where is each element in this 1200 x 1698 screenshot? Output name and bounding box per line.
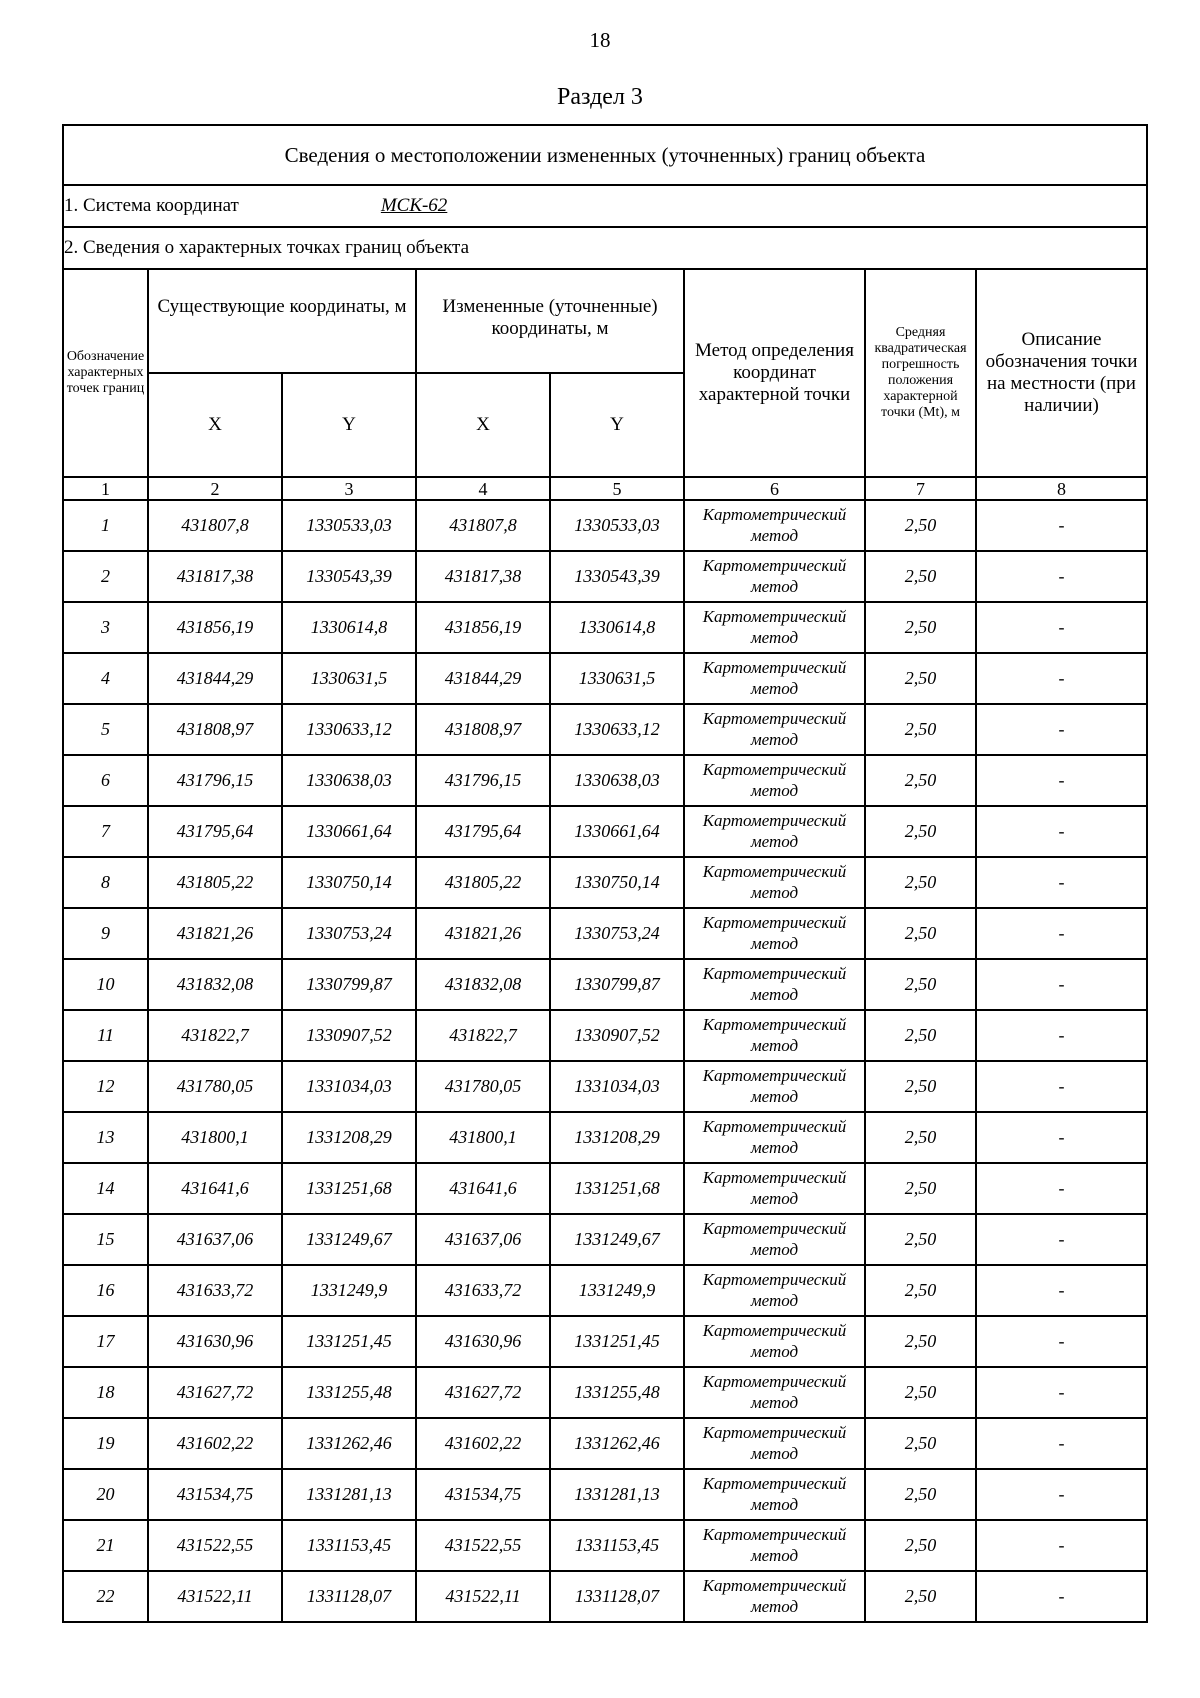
cell-accuracy: 2,50 <box>865 551 976 602</box>
cell-accuracy: 2,50 <box>865 1571 976 1622</box>
cell-changed-y: 1331034,03 <box>550 1061 684 1112</box>
cell-existing-y: 1331255,48 <box>282 1367 416 1418</box>
cell-description: - <box>976 806 1147 857</box>
cell-accuracy: 2,50 <box>865 1061 976 1112</box>
cell-accuracy: 2,50 <box>865 1418 976 1469</box>
cell-existing-y: 1331251,45 <box>282 1316 416 1367</box>
cell-changed-y: 1330533,03 <box>550 500 684 551</box>
cell-changed-y: 1331249,67 <box>550 1214 684 1265</box>
cell-description: - <box>976 704 1147 755</box>
table-row <box>63 1112 1147 1163</box>
cell-changed-x: 431630,96 <box>416 1316 550 1367</box>
cell-description: - <box>976 1418 1147 1469</box>
cell-point-number: 18 <box>63 1367 148 1418</box>
cell-changed-x: 431844,29 <box>416 653 550 704</box>
cell-existing-y: 1330614,8 <box>282 602 416 653</box>
cell-method: Картометрический метод <box>684 551 865 602</box>
column-number: 8 <box>976 477 1147 500</box>
table-row <box>63 1010 1147 1061</box>
cell-changed-y: 1331251,45 <box>550 1316 684 1367</box>
cell-description: - <box>976 1367 1147 1418</box>
cell-existing-x: 431522,55 <box>148 1520 282 1571</box>
cell-accuracy: 2,50 <box>865 1367 976 1418</box>
cell-description: - <box>976 755 1147 806</box>
column-number: 3 <box>282 477 416 500</box>
cell-changed-x: 431534,75 <box>416 1469 550 1520</box>
cell-existing-x: 431832,08 <box>148 959 282 1010</box>
cell-method: Картометрический метод <box>684 1520 865 1571</box>
cell-changed-x: 431780,05 <box>416 1061 550 1112</box>
cell-description: - <box>976 959 1147 1010</box>
cell-accuracy: 2,50 <box>865 1520 976 1571</box>
cell-existing-x: 431856,19 <box>148 602 282 653</box>
cell-method: Картометрический метод <box>684 653 865 704</box>
cell-accuracy: 2,50 <box>865 602 976 653</box>
cell-method: Картометрический метод <box>684 1214 865 1265</box>
cell-existing-x: 431522,11 <box>148 1571 282 1622</box>
cell-description: - <box>976 1469 1147 1520</box>
cell-changed-x: 431633,72 <box>416 1265 550 1316</box>
column-number: 2 <box>148 477 282 500</box>
table-row <box>63 1163 1147 1214</box>
header-existing-y: Y <box>282 373 416 477</box>
cell-point-number: 22 <box>63 1571 148 1622</box>
cell-existing-x: 431807,8 <box>148 500 282 551</box>
cell-method: Картометрический метод <box>684 908 865 959</box>
cell-description: - <box>976 1265 1147 1316</box>
cell-existing-y: 1331281,13 <box>282 1469 416 1520</box>
cell-changed-x: 431808,97 <box>416 704 550 755</box>
section-title: Раздел 3 <box>557 84 643 110</box>
coordinate-system-row <box>63 185 1147 227</box>
cell-changed-y: 1330543,39 <box>550 551 684 602</box>
cell-accuracy: 2,50 <box>865 1010 976 1061</box>
cell-existing-y: 1330753,24 <box>282 908 416 959</box>
table-row <box>63 959 1147 1010</box>
cell-point-number: 1 <box>63 500 148 551</box>
cell-existing-y: 1330907,52 <box>282 1010 416 1061</box>
cell-existing-x: 431602,22 <box>148 1418 282 1469</box>
cell-existing-x: 431637,06 <box>148 1214 282 1265</box>
cell-changed-y: 1330907,52 <box>550 1010 684 1061</box>
cell-changed-x: 431856,19 <box>416 602 550 653</box>
cell-description: - <box>976 1571 1147 1622</box>
cell-changed-x: 431800,1 <box>416 1112 550 1163</box>
cell-description: - <box>976 1520 1147 1571</box>
cell-method: Картометрический метод <box>684 500 865 551</box>
cell-point-number: 19 <box>63 1418 148 1469</box>
cell-changed-y: 1330638,03 <box>550 755 684 806</box>
cell-changed-y: 1331249,9 <box>550 1265 684 1316</box>
cell-changed-x: 431805,22 <box>416 857 550 908</box>
cell-existing-y: 1330633,12 <box>282 704 416 755</box>
cell-existing-x: 431534,75 <box>148 1469 282 1520</box>
cell-changed-x: 431822,7 <box>416 1010 550 1061</box>
cell-accuracy: 2,50 <box>865 1469 976 1520</box>
table-row <box>63 1265 1147 1316</box>
table-row <box>63 1061 1147 1112</box>
cell-existing-y: 1331251,68 <box>282 1163 416 1214</box>
cell-changed-y: 1330799,87 <box>550 959 684 1010</box>
cell-point-number: 2 <box>63 551 148 602</box>
cell-method: Картометрический метод <box>684 755 865 806</box>
header-point-id: Обозначение характерных точек границ <box>63 269 148 477</box>
header-existing-coords: Существующие координаты, м <box>148 269 416 373</box>
cell-method: Картометрический метод <box>684 1367 865 1418</box>
header-existing-x: X <box>148 373 282 477</box>
cell-existing-y: 1331153,45 <box>282 1520 416 1571</box>
cell-method: Картометрический метод <box>684 704 865 755</box>
cell-point-number: 6 <box>63 755 148 806</box>
cell-method: Картометрический метод <box>684 1163 865 1214</box>
cell-existing-y: 1331208,29 <box>282 1112 416 1163</box>
cell-description: - <box>976 908 1147 959</box>
cell-description: - <box>976 1214 1147 1265</box>
table-row <box>63 1367 1147 1418</box>
cell-existing-x: 431641,6 <box>148 1163 282 1214</box>
cell-existing-x: 431821,26 <box>148 908 282 959</box>
header-accuracy: Средняя квадратическая погрешность положения характерной точки (Mt), м <box>865 269 976 477</box>
cell-changed-y: 1331262,46 <box>550 1418 684 1469</box>
cell-description: - <box>976 857 1147 908</box>
cell-accuracy: 2,50 <box>865 704 976 755</box>
cell-method: Картометрический метод <box>684 1469 865 1520</box>
cell-changed-y: 1330661,64 <box>550 806 684 857</box>
cell-point-number: 21 <box>63 1520 148 1571</box>
cell-accuracy: 2,50 <box>865 755 976 806</box>
cell-changed-x: 431522,11 <box>416 1571 550 1622</box>
table-row <box>63 806 1147 857</box>
cell-existing-y: 1330638,03 <box>282 755 416 806</box>
cell-method: Картометрический метод <box>684 1571 865 1622</box>
cell-description: - <box>976 1112 1147 1163</box>
cell-existing-y: 1331128,07 <box>282 1571 416 1622</box>
cell-accuracy: 2,50 <box>865 1163 976 1214</box>
table-row <box>63 551 1147 602</box>
page-number: 18 <box>589 28 611 52</box>
table-row <box>63 1520 1147 1571</box>
cell-accuracy: 2,50 <box>865 857 976 908</box>
table-row <box>63 704 1147 755</box>
cell-point-number: 12 <box>63 1061 148 1112</box>
cell-point-number: 9 <box>63 908 148 959</box>
cell-existing-y: 1330661,64 <box>282 806 416 857</box>
column-number: 4 <box>416 477 550 500</box>
cell-description: - <box>976 500 1147 551</box>
table-row <box>63 857 1147 908</box>
cell-method: Картометрический метод <box>684 1418 865 1469</box>
cell-accuracy: 2,50 <box>865 653 976 704</box>
cell-method: Картометрический метод <box>684 602 865 653</box>
boundary-points-table <box>62 124 1148 1623</box>
table-row <box>63 1571 1147 1622</box>
cell-changed-x: 431602,22 <box>416 1418 550 1469</box>
cell-point-number: 13 <box>63 1112 148 1163</box>
cell-changed-x: 431807,8 <box>416 500 550 551</box>
cell-point-number: 5 <box>63 704 148 755</box>
cell-changed-x: 431796,15 <box>416 755 550 806</box>
header-changed-y: Y <box>550 373 684 477</box>
cell-existing-y: 1330750,14 <box>282 857 416 908</box>
table-row <box>63 1418 1147 1469</box>
cell-accuracy: 2,50 <box>865 1112 976 1163</box>
cell-description: - <box>976 1010 1147 1061</box>
column-number: 6 <box>684 477 865 500</box>
cell-existing-y: 1331249,9 <box>282 1265 416 1316</box>
cell-method: Картометрический метод <box>684 959 865 1010</box>
cell-existing-y: 1330533,03 <box>282 500 416 551</box>
cell-description: - <box>976 1061 1147 1112</box>
column-number: 5 <box>550 477 684 500</box>
table-title: Сведения о местоположении измененных (уточненных) границ объекта <box>63 125 1147 185</box>
cell-existing-x: 431805,22 <box>148 857 282 908</box>
cell-method: Картометрический метод <box>684 857 865 908</box>
cell-method: Картометрический метод <box>684 1010 865 1061</box>
cell-point-number: 11 <box>63 1010 148 1061</box>
cell-changed-y: 1330633,12 <box>550 704 684 755</box>
table-row <box>63 908 1147 959</box>
cell-accuracy: 2,50 <box>865 959 976 1010</box>
cell-existing-y: 1330631,5 <box>282 653 416 704</box>
cell-changed-x: 431821,26 <box>416 908 550 959</box>
cell-existing-y: 1330543,39 <box>282 551 416 602</box>
cell-changed-x: 431637,06 <box>416 1214 550 1265</box>
header-changed-coords: Измененные (уточненные) координаты, м <box>416 269 684 373</box>
cell-existing-x: 431800,1 <box>148 1112 282 1163</box>
cell-changed-y: 1331255,48 <box>550 1367 684 1418</box>
cell-changed-y: 1330614,8 <box>550 602 684 653</box>
cell-method: Картометрический метод <box>684 1316 865 1367</box>
cell-description: - <box>976 551 1147 602</box>
cell-accuracy: 2,50 <box>865 500 976 551</box>
table-row <box>63 500 1147 551</box>
table-row <box>63 1214 1147 1265</box>
cell-point-number: 8 <box>63 857 148 908</box>
cell-changed-y: 1330750,14 <box>550 857 684 908</box>
cell-existing-x: 431844,29 <box>148 653 282 704</box>
table-row <box>63 602 1147 653</box>
cell-existing-x: 431808,97 <box>148 704 282 755</box>
cell-point-number: 7 <box>63 806 148 857</box>
table-row <box>63 755 1147 806</box>
cell-existing-y: 1331034,03 <box>282 1061 416 1112</box>
cell-point-number: 4 <box>63 653 148 704</box>
points-heading: 2. Сведения о характерных точках границ объекта <box>63 227 1147 269</box>
cell-changed-x: 431795,64 <box>416 806 550 857</box>
header-description: Описание обозначения точки на местности (при наличии) <box>976 269 1147 477</box>
table-row <box>63 1316 1147 1367</box>
cell-changed-y: 1331153,45 <box>550 1520 684 1571</box>
cell-point-number: 14 <box>63 1163 148 1214</box>
cell-accuracy: 2,50 <box>865 1316 976 1367</box>
column-number: 1 <box>63 477 148 500</box>
cell-existing-x: 431822,7 <box>148 1010 282 1061</box>
cell-changed-y: 1331251,68 <box>550 1163 684 1214</box>
cell-existing-y: 1331249,67 <box>282 1214 416 1265</box>
cell-point-number: 20 <box>63 1469 148 1520</box>
cell-changed-x: 431817,38 <box>416 551 550 602</box>
coordinate-system-label: 1. Система координат <box>64 195 239 216</box>
cell-existing-x: 431630,96 <box>148 1316 282 1367</box>
cell-description: - <box>976 1163 1147 1214</box>
cell-existing-x: 431633,72 <box>148 1265 282 1316</box>
cell-description: - <box>976 1316 1147 1367</box>
table-row <box>63 653 1147 704</box>
coordinate-system-value: МСК-62 <box>380 195 448 216</box>
cell-changed-y: 1331208,29 <box>550 1112 684 1163</box>
cell-changed-x: 431832,08 <box>416 959 550 1010</box>
cell-accuracy: 2,50 <box>865 806 976 857</box>
cell-point-number: 15 <box>63 1214 148 1265</box>
cell-changed-y: 1330631,5 <box>550 653 684 704</box>
header-changed-x: X <box>416 373 550 477</box>
cell-point-number: 17 <box>63 1316 148 1367</box>
cell-changed-x: 431522,55 <box>416 1520 550 1571</box>
cell-existing-x: 431627,72 <box>148 1367 282 1418</box>
cell-method: Картометрический метод <box>684 1265 865 1316</box>
cell-changed-y: 1331128,07 <box>550 1571 684 1622</box>
cell-changed-y: 1331281,13 <box>550 1469 684 1520</box>
cell-existing-y: 1330799,87 <box>282 959 416 1010</box>
cell-existing-x: 431795,64 <box>148 806 282 857</box>
column-number: 7 <box>865 477 976 500</box>
cell-method: Картометрический метод <box>684 806 865 857</box>
cell-changed-y: 1330753,24 <box>550 908 684 959</box>
cell-changed-x: 431627,72 <box>416 1367 550 1418</box>
cell-description: - <box>976 602 1147 653</box>
cell-point-number: 16 <box>63 1265 148 1316</box>
cell-method: Картометрический метод <box>684 1061 865 1112</box>
cell-existing-x: 431780,05 <box>148 1061 282 1112</box>
cell-accuracy: 2,50 <box>865 1265 976 1316</box>
cell-description: - <box>976 653 1147 704</box>
cell-existing-x: 431796,15 <box>148 755 282 806</box>
cell-accuracy: 2,50 <box>865 908 976 959</box>
cell-accuracy: 2,50 <box>865 1214 976 1265</box>
cell-existing-x: 431817,38 <box>148 551 282 602</box>
table-row <box>63 1469 1147 1520</box>
cell-existing-y: 1331262,46 <box>282 1418 416 1469</box>
header-method: Метод определения координат характерной точки <box>684 269 865 477</box>
cell-point-number: 3 <box>63 602 148 653</box>
cell-point-number: 10 <box>63 959 148 1010</box>
cell-changed-x: 431641,6 <box>416 1163 550 1214</box>
cell-method: Картометрический метод <box>684 1112 865 1163</box>
